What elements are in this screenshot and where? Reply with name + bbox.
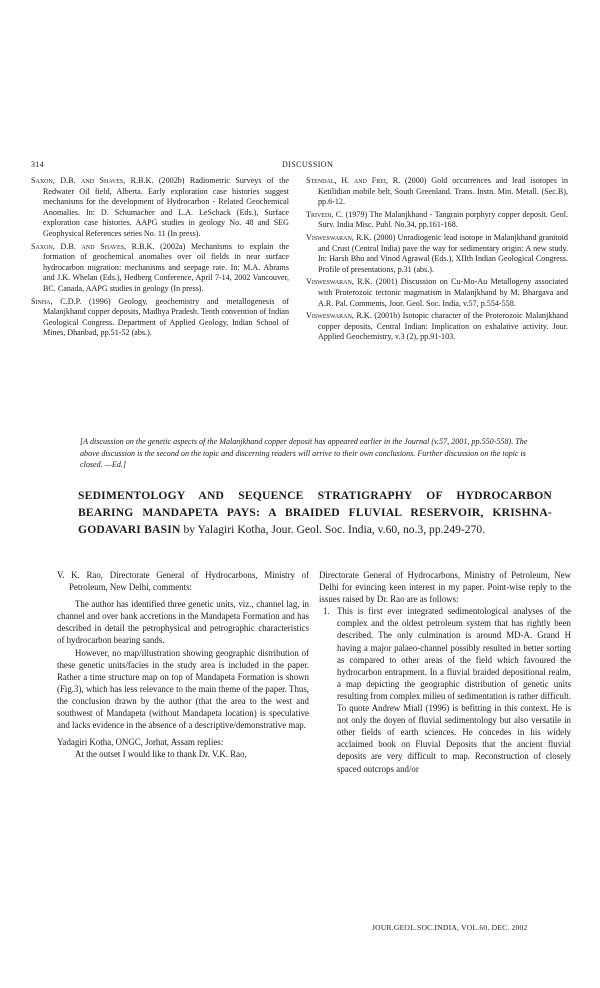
- body-right-column: [319, 569, 571, 775]
- reference-entry: [306, 210, 568, 231]
- references-left-column: [31, 176, 289, 341]
- reference-authors: Saxon, D.B. and Shaves, R.B.K.: [31, 241, 155, 251]
- reference-authors: Visweswaran, R.K.: [306, 232, 372, 242]
- reference-entry: [306, 277, 568, 309]
- body-paragraph: Directorate General of Hydrocarbons, Ministry of Petroleum, New Delhi for evincing keen interest in my paper. Point-wise reply to the issues raised by Dr. Rao are as follows:: [319, 570, 571, 605]
- body-paragraph: The author has identified three genetic units, viz., channel lag, in channel and over bank accretions in the Mandapeta Formation and has described in detail the petrophysical and petrographic characteristics of hydrocarbon bearing sands.: [57, 599, 309, 646]
- reference-entry: [306, 176, 568, 208]
- reference-authors: Saxon, D.B. and Shaves, R.B.K.: [31, 176, 154, 185]
- article-title: SEDIMENTOLOGY AND SEQUENCE STRATIGRAPHY OF HYDROCARBON BEARING MANDAPETA PAYS: A BRAIDED FLUVIAL RESERVOIR, KRISHNA-GODAVARI BASIN: [78, 489, 552, 536]
- body-paragraph: However, no map/illustration showing geographic distribution of these genetic units/facies in the study area is included in the paper. Rather a time structure map on top of Mandapeta Formation is shown (Fig.3), which has less relevance to the main theme of the paper. Thus, the conclusion drawn by the author (that the area to the west and southwest of Mandapeta (without Mandapeta location) is speculative and lacks evidence in the absence of a descriptive/demonstrative map.: [57, 647, 309, 731]
- reference-authors: Sinha, C.D.P.: [31, 296, 82, 306]
- reference-text: (2002a) Mechanisms to explain the formation of geochemical anomalies over oil fields in near surface hydrocarbon migration: mechanisms and seepage rate. In: M.A. Abrams and J.K. Whelan (Eds.), Hedberg Conference, April 7-14, 2002 Vancouver, BC. Canada, AAPG studies in geology (In press).: [43, 241, 289, 293]
- reply-point: [319, 605, 571, 774]
- reference-text: (2001b) Isotopic character of the Proterozoic Malanjkhand copper deposits, Central Indian: Implication on exhalative activity. Jour. Applied Geochemistry, v.3 (2), pp.91-103.: [318, 311, 568, 342]
- journal-footer: JOUR.GEOL.SOC.INDIA, VOL.60, DEC. 2002: [372, 923, 528, 932]
- reference-entry: [31, 297, 289, 339]
- reference-text: (1996) Geology, geochemistry and metallogenesis of Malanjkhand copper deposits, Madhya Pradesh. Tenth convention of Indian Geological Congress. Department of Applied Geology, Indian School of Mines, Dhanbad, pp.51-52 (abs.).: [43, 296, 289, 338]
- reply-point-number: 1.: [323, 606, 330, 617]
- reply-heading: Yadagiri Kotha, ONGC, Jorhat, Assam replies:: [57, 737, 224, 748]
- article-citation: by Yalagiri Kotha, Jour. Geol. Soc. India, v.60, no.3, pp.249-270.: [180, 523, 486, 536]
- reference-entry: [31, 176, 289, 240]
- reference-entry: [306, 233, 568, 275]
- article-heading: [78, 487, 552, 538]
- reference-text: (2002b) Radiometric Surveys of the Redwater Oil field, Alberta. Early exploration case histories suggest mechanisms for the development of Hydrocarbon - Related Geochemical Anomalies. In: D. Schumacher and L.A. LeSchack (Eds.), Surface exploration case histories. AAPG studies in geology No. 48 and SEG Geophysical References series No. 11 (In press).: [43, 176, 289, 238]
- page-number: 314: [31, 160, 45, 169]
- commenter-line: V. K. Rao, Directorate General of Hydrocarbons, Ministry of Petroleum, New Delhi, comments:: [57, 570, 309, 593]
- references-right-column: [306, 176, 568, 345]
- reference-text: (2001) Discussion on Cu-Mo-Au Metallogeny associated with Proterozoic tectonic magmatism in Malanjkhand by M. Bhargava and A.R. Pal. Comments, Jour. Geol. Soc. India, v.57, p.554-558.: [318, 277, 568, 308]
- reference-authors: Visweswaran, R.K.: [306, 277, 373, 287]
- running-head: DISCUSSION: [282, 160, 334, 169]
- reference-entry: [31, 242, 289, 295]
- reply-point-text: This is first ever integrated sedimentological analyses of the complex and the oldest petroleum system that has rightly been described. The only culmination is around MD-A. Grand H having a major palaeo-channel possibly resulted in better sorting as compared to other areas of the field which favoured the hydrocarbon entrapment. In a fluvial braided depositional realm, a map depicting the geographic distribution of genetic units resulting from complex milieu of sedimentation is rather difficult. To quote Andrew Miall (1996) is befitting in this context. He is not only the doyen of fluvial sedimentology but also versatile in other fields of earth sciences. He concedes in his widely acclaimed book on Fluvial Deposits that the ancient fluvial deposits are very difficult to map. Reconstruction of closely spaced outcrops and/or: [337, 606, 571, 774]
- reference-entry: [306, 311, 568, 343]
- reference-text: (2000) Unradiogenic lead isotope in Malanjkhand granitoid and Crust (Central India) pave the way for sedimentary origin: A new study. In: Harsh Bhu and Vinod Agrawal (Eds.), XIIth Indian Geological Congress. Profile of presentations, p.31 (abs.).: [318, 232, 568, 274]
- editor-note: [A discussion on the genetic aspects of the Malanjkhand copper deposit has appeared earlier in the Journal (v.57, 2001, pp.550-558). The above discussion is the second on the topic and discerning readers will arrive to their own conclusions. Further discussion on the topic is closed. —Ed.]: [80, 437, 528, 469]
- body-paragraph: At the outset I would like to thank Dr. V.K. Rao,: [75, 749, 247, 760]
- reference-text: (1979) The Malanjkhand - Tangrain porphyry copper deposit. Geol. Surv. India Misc. Publ. No.34, pp.161-168.: [318, 209, 568, 230]
- reference-authors: Trivedi, C.: [306, 209, 344, 219]
- body-left-column: [57, 569, 309, 760]
- reference-text: (2000) Gold occurrences and lead isotopes in Ketilidian mobile belt, South Greenland. Trans. Instn. Min. Metall. (Sec.B), pp.6-12.: [318, 176, 568, 207]
- reference-authors: Visweswaran, R.K.: [306, 311, 372, 321]
- reference-authors: Stendal, H. and Frei, R.: [306, 176, 401, 185]
